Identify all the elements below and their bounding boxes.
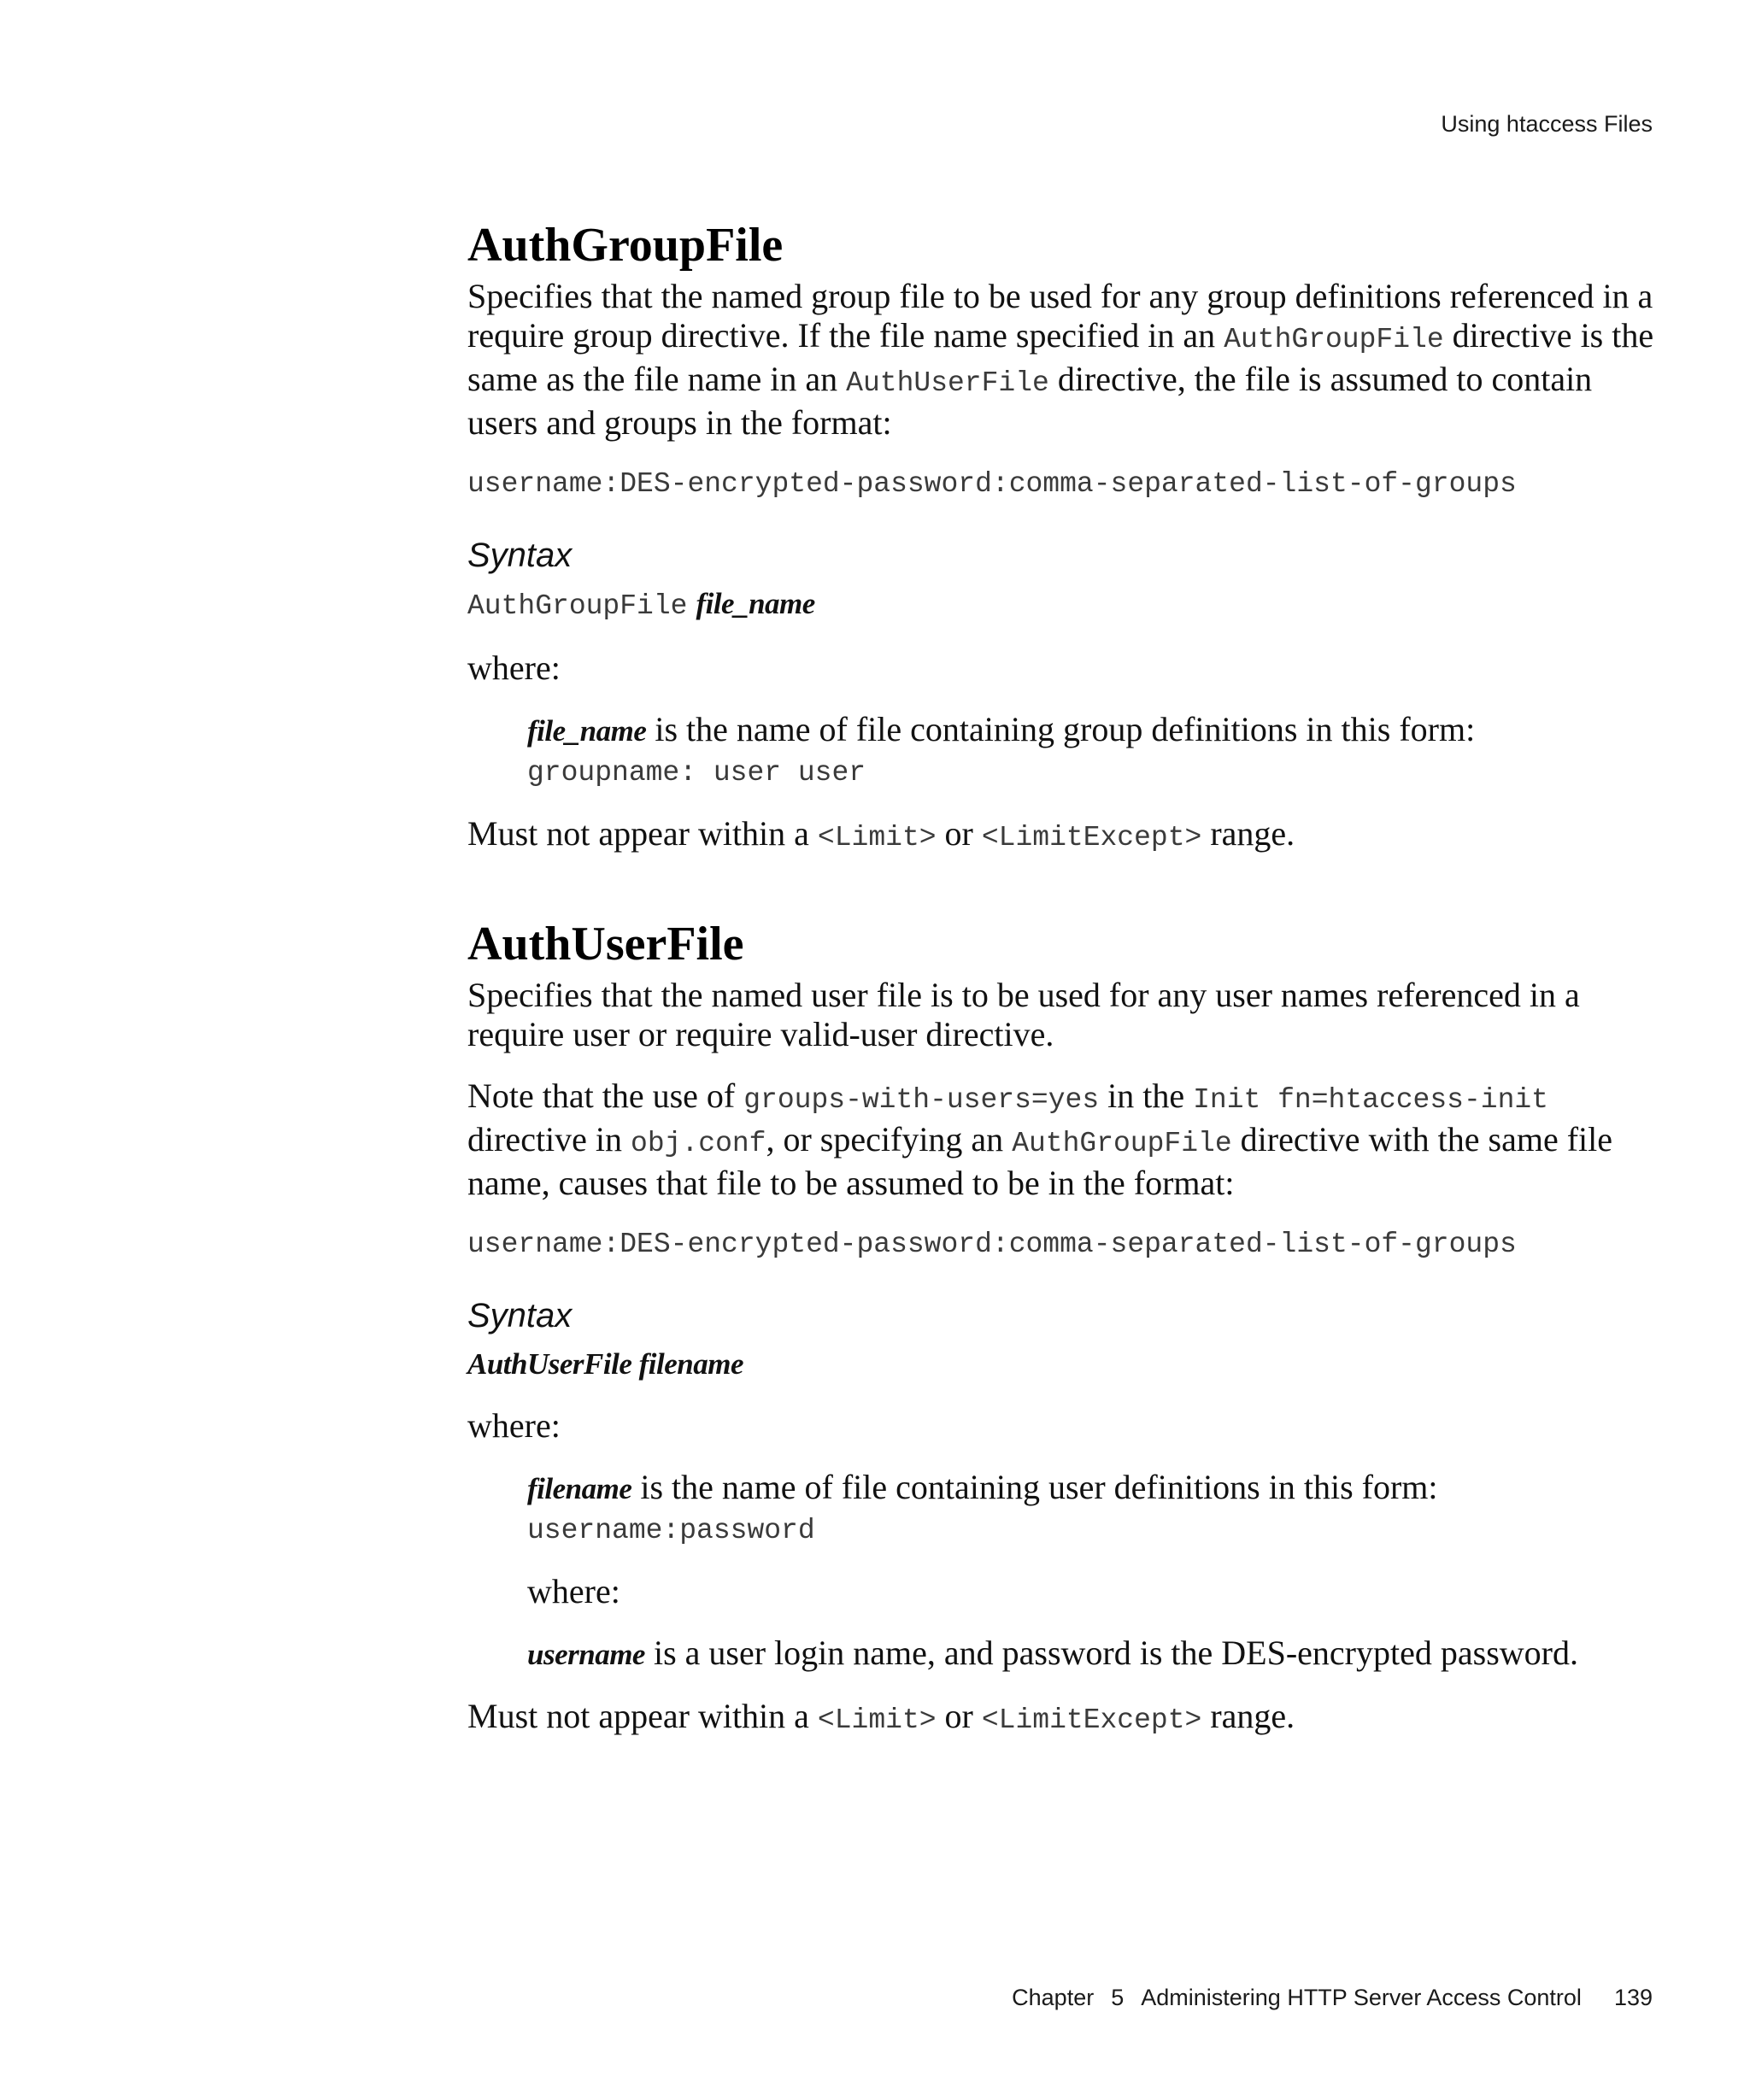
note-text: Must not appear within a [467, 1697, 818, 1735]
running-header: Using htaccess Files [1441, 111, 1653, 137]
syntax-line [467, 583, 1659, 626]
inline-code: AuthGroupFile [1012, 1128, 1232, 1159]
format-code-line: username:DES-encrypted-password:comma-separated-list-of-groups [467, 468, 1517, 500]
sub-param-description [527, 1634, 1659, 1675]
syntax-heading: Syntax [467, 537, 573, 574]
inline-code: <LimitExcept> [981, 822, 1202, 853]
inline-code: groups-with-users=yes [743, 1084, 1100, 1116]
note-text: or [936, 1697, 982, 1735]
inline-code: <LimitExcept> [981, 1704, 1202, 1736]
inline-code: Init fn=htaccess-init [1193, 1084, 1548, 1116]
note-text: directive with the same file name, causes that file to be assumed to be in the format: [467, 1120, 1613, 1202]
restriction-note [467, 1697, 1659, 1740]
syntax-param: file_name [696, 587, 815, 620]
section-authuserfile [467, 918, 1659, 1740]
where-label: where: [467, 1406, 561, 1445]
section-spacer [467, 880, 1659, 918]
note-text: or [936, 814, 982, 853]
where-label-nested: where: [527, 1572, 620, 1610]
section-authgroupfile [467, 219, 1659, 858]
description-text: Specifies that the named group file to be used for any group definitions referenced in a require group directive. If the file name specified in an [467, 277, 1653, 355]
param-name: file_name [527, 714, 647, 748]
section-title: AuthUserFile [467, 918, 744, 971]
syntax-text: AuthUserFile filename [467, 1347, 743, 1381]
note-text: Must not appear within a [467, 814, 818, 853]
page-number: 139 [1613, 1985, 1653, 2010]
chapter-number: 5 [1111, 1985, 1125, 2010]
where-label: where: [467, 648, 561, 687]
param-name: filename [527, 1472, 632, 1505]
description-paragraph: Specifies that the named user file is to be used for any user names referenced in a require user or require valid-user directive. [467, 976, 1580, 1053]
param-example-code: username:password [527, 1515, 815, 1546]
chapter-title: Administering HTTP Server Access Control [1141, 1985, 1582, 2010]
description-text: directive, the file is assumed to contain users and groups in the format: [467, 360, 1593, 442]
param-desc-text: is the name of file containing group definitions in this form: [646, 710, 1476, 748]
format-code-line: username:DES-encrypted-password:comma-separated-list-of-groups [467, 1229, 1517, 1260]
inline-code: AuthUserFile [846, 367, 1049, 399]
description-text: directive is the same as the file name in an [467, 316, 1654, 398]
note-text: directive in [467, 1120, 631, 1159]
inline-code: <Limit> [817, 822, 937, 853]
inline-code: AuthGroupFile [1224, 324, 1444, 355]
restriction-note [467, 814, 1659, 858]
param-desc-text: is the name of file containing user definitions in this form: [631, 1468, 1438, 1506]
syntax-code: AuthGroupFile [467, 590, 688, 622]
note-text: in the [1099, 1076, 1194, 1115]
sub-param-desc-text: is a user login name, and password is the DES-encrypted password. [644, 1634, 1578, 1672]
param-example-code: groupname: user user [527, 757, 866, 789]
sub-param-name: username [527, 1638, 645, 1671]
note-paragraph [467, 1076, 1659, 1203]
note-text: range. [1201, 814, 1295, 853]
inline-code: <Limit> [817, 1704, 937, 1736]
section-title: AuthGroupFile [467, 219, 784, 272]
syntax-heading: Syntax [467, 1297, 573, 1334]
page-footer [1012, 1985, 1653, 2011]
syntax-line [467, 1343, 1659, 1384]
chapter-label: Chapter [1012, 1985, 1095, 2010]
page-content [467, 219, 1659, 1763]
note-text: Note that the use of [467, 1076, 744, 1115]
note-text: range. [1201, 1697, 1295, 1735]
inline-code: obj.conf [631, 1128, 766, 1159]
description-paragraph [467, 277, 1659, 443]
param-description [527, 1468, 1659, 1509]
param-description [527, 710, 1659, 751]
note-text: , or specifying an [766, 1120, 1013, 1159]
